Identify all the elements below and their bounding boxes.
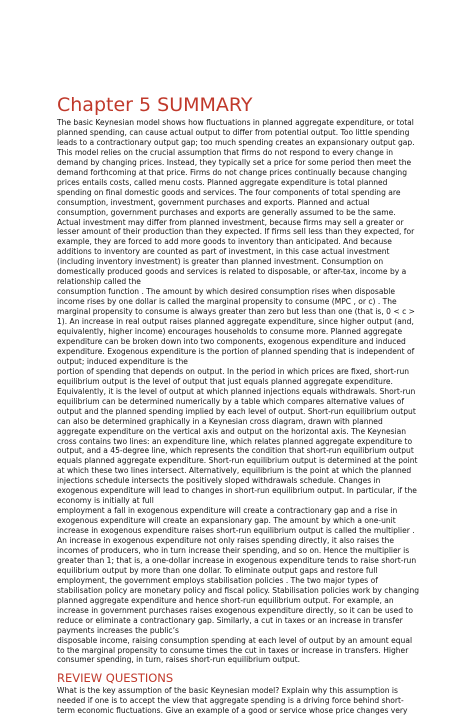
summary-paragraph-4: employment a fall in exogenous expenditure will create a contractionary gap and a rise in exogenous expenditure will create an expansionary gap. The amount by which a one-unit increase in exogenous expenditure raises short-run equilibrium output is called the multiplier . An increase in exogenous expenditure not only raises spending directly, it also raises the incomes of producers, who in turn increase their spending, and so on. Hence the multiplier is greater than 1; that is, a one-dollar increase in exogenous expenditure tends to raise short-run equilibrium output by more than one dollar. To eliminate output gaps and restore full employment, the government employs stabilisation policies . The two major types of stabilisation policy are monetary policy and fiscal policy. Stabilisation policies work by changing planned aggregate expenditure and hence short-run equilibrium output. For example, an increase in government purchases raises exogenous expenditure directly, so it can be used to reduce or eliminate a contractionary gap. Similarly, a cut in taxes or an increase in transfer payments increases the public’s	[57, 506, 420, 635]
review-questions-heading: REVIEW QUESTIONS	[57, 671, 174, 686]
summary-paragraph-1: The basic Keynesian model shows how fluctuations in planned aggregate expenditure, or total planned spending, can cause actual output to differ from potential output. Too little spending leads to a contractionary output gap; too much spending creates an expansionary output gap. This model relies on the crucial assumption that firms do not respond to every change in demand by changing prices. Instead, they typically set a price for some period then meet the demand forthcoming at that price. Firms do not change prices continually because changing prices entails costs, called menu costs. Planned aggregate expenditure is total planned spending on final domestic goods and services. The four components of total spending are consumption, investment, government purchases and exports. Planned and actual consumption, government purchases and exports are generally assumed to be the same. Actual investment may differ from planned investment, because firms may sell a greater or lesser amount of their production than they expected. If firms sell less than they expected, for example, they are forced to add more goods to inventory than anticipated. And because additions to inventory are counted as part of investment, in this case actual investment (including inventory investment) is greater than planned investment. Consumption on domestically produced goods and services is related to disposable, or after-tax, income by a relationship called the	[57, 118, 415, 287]
summary-paragraph-5: disposable income, raising consumption spending at each level of output by an amount equal to the marginal propensity to consume times the cut in taxes or increase in transfers. Higher consumer spending, in turn, raises short-run equilibrium output.	[57, 635, 413, 665]
summary-paragraph-2: consumption function . The amount by which desired consumption rises when disposable income rises by one dollar is called the marginal propensity to consume (MPC , or c) . The marginal propensity to consume is always greater than zero but less than one (that is, 0 < c > 1). An increase in real output raises planned aggregate expenditure, since higher output (and, equivalently, higher income) encourages households to consume more. Planned aggregate expenditure can be broken down into two components, exogenous expenditure and induced expenditure. Exogenous expenditure is the portion of planned spending that is independent of output; induced expenditure is the	[57, 287, 415, 366]
document-content	[57, 94, 421, 716]
review-question-paragraph: What is the key assumption of the basic Keynesian model? Explain why this assumption is needed if one is to accept the view that aggregate spending is a driving force behind short-term economic fluctuations. Give an example of a good or service whose price changes very	[57, 686, 408, 716]
summary-paragraph-3: portion of spending that depends on output. In the period in which prices are fixed, short-run equilibrium output is the level of output that just equals planned aggregate expenditure. Equivalently, it is the level of output at which planned injections equals withdrawals. Short-run equilibrium can be determined numerically by a table which compares alternative values of output and the planned spending implied by each level of output. Short-run equilibrium output can also be determined graphically in a Keynesian cross diagram, drawn with planned aggregate expenditure on the vertical axis and output on the horizontal axis. The Keynesian cross contains two lines: an expenditure line, which relates planned aggregate expenditure to output, and a 45-degree line, which represents the condition that short-run equilibrium output equals planned aggregate expenditure. Short-run equilibrium output is determined at the point at which these two lines intersect. Alternatively, equilibrium is the point at which the planned injections schedule intersects the positively sloped withdrawals schedule. Changes in exogenous expenditure will lead to changes in short-run equilibrium output. In particular, if the economy is initially at full	[57, 366, 418, 506]
chapter-title: Chapter 5 SUMMARY	[57, 94, 253, 116]
